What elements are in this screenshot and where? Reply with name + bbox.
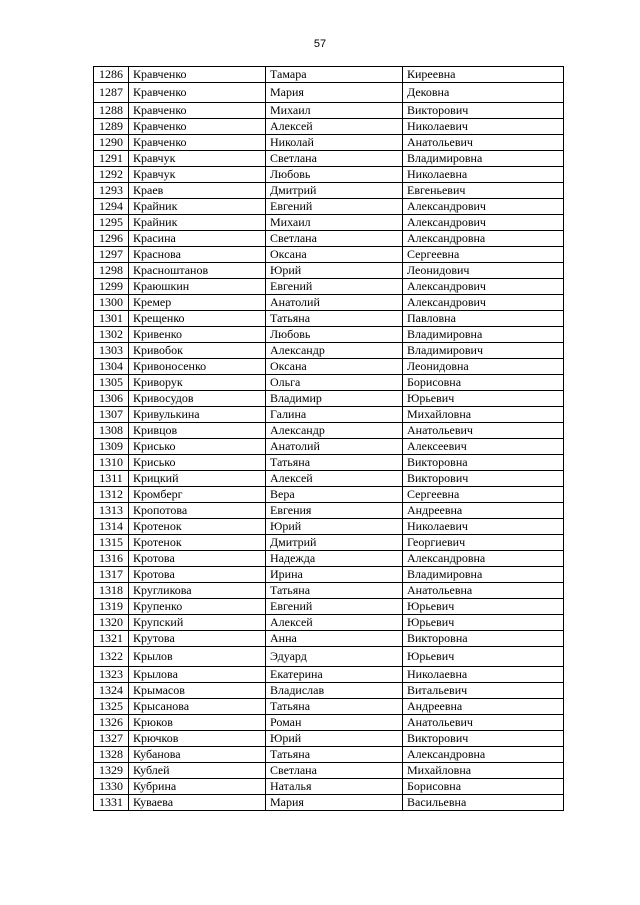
first-name-cell: Екатерина — [266, 667, 403, 683]
first-name-cell: Ольга — [266, 375, 403, 391]
first-name-cell: Михаил — [266, 103, 403, 119]
first-name-cell: Любовь — [266, 167, 403, 183]
row-number-cell: 1311 — [94, 471, 129, 487]
first-name-cell: Александр — [266, 343, 403, 359]
last-name-cell: Кравчук — [129, 167, 266, 183]
first-name-cell: Мария — [266, 83, 403, 103]
first-name-cell: Роман — [266, 715, 403, 731]
patronymic-cell: Леонидович — [403, 263, 564, 279]
first-name-cell: Светлана — [266, 231, 403, 247]
first-name-cell: Татьяна — [266, 699, 403, 715]
patronymic-cell: Витальевич — [403, 683, 564, 699]
first-name-cell: Александр — [266, 423, 403, 439]
first-name-cell: Анатолий — [266, 295, 403, 311]
patronymic-cell: Михайловна — [403, 763, 564, 779]
first-name-cell: Мария — [266, 795, 403, 811]
row-number-cell: 1321 — [94, 631, 129, 647]
last-name-cell: Кротова — [129, 567, 266, 583]
patronymic-cell: Александрович — [403, 199, 564, 215]
first-name-cell: Юрий — [266, 519, 403, 535]
row-number-cell: 1298 — [94, 263, 129, 279]
last-name-cell: Кропотова — [129, 503, 266, 519]
row-number-cell: 1295 — [94, 215, 129, 231]
row-number-cell: 1330 — [94, 779, 129, 795]
first-name-cell: Владимир — [266, 391, 403, 407]
last-name-cell: Кротова — [129, 551, 266, 567]
last-name-cell: Краснова — [129, 247, 266, 263]
table-row — [94, 295, 564, 311]
row-number-cell: 1320 — [94, 615, 129, 631]
patronymic-cell: Викторович — [403, 731, 564, 747]
row-number-cell: 1299 — [94, 279, 129, 295]
row-number-cell: 1327 — [94, 731, 129, 747]
patronymic-cell: Александровна — [403, 747, 564, 763]
patronymic-cell: Юрьевич — [403, 599, 564, 615]
table-row — [94, 715, 564, 731]
patronymic-cell: Викторовна — [403, 631, 564, 647]
patronymic-cell: Владимирович — [403, 343, 564, 359]
first-name-cell: Алексей — [266, 615, 403, 631]
patronymic-cell: Георгиевич — [403, 535, 564, 551]
table-row — [94, 199, 564, 215]
first-name-cell: Анна — [266, 631, 403, 647]
table-row — [94, 455, 564, 471]
first-name-cell: Юрий — [266, 263, 403, 279]
first-name-cell: Светлана — [266, 763, 403, 779]
patronymic-cell: Анатольевич — [403, 423, 564, 439]
table-row — [94, 683, 564, 699]
last-name-cell: Крисько — [129, 455, 266, 471]
first-name-cell: Надежда — [266, 551, 403, 567]
row-number-cell: 1329 — [94, 763, 129, 779]
row-number-cell: 1302 — [94, 327, 129, 343]
row-number-cell: 1324 — [94, 683, 129, 699]
table-row — [94, 343, 564, 359]
row-number-cell: 1313 — [94, 503, 129, 519]
table-row — [94, 779, 564, 795]
last-name-cell: Крайник — [129, 199, 266, 215]
patronymic-cell: Владимировна — [403, 327, 564, 343]
table-row — [94, 391, 564, 407]
last-name-cell: Кравченко — [129, 83, 266, 103]
row-number-cell: 1326 — [94, 715, 129, 731]
first-name-cell: Николай — [266, 135, 403, 151]
row-number-cell: 1296 — [94, 231, 129, 247]
row-number-cell: 1331 — [94, 795, 129, 811]
row-number-cell: 1309 — [94, 439, 129, 455]
last-name-cell: Кравченко — [129, 119, 266, 135]
row-number-cell: 1292 — [94, 167, 129, 183]
row-number-cell: 1325 — [94, 699, 129, 715]
last-name-cell: Кравченко — [129, 103, 266, 119]
row-number-cell: 1307 — [94, 407, 129, 423]
last-name-cell: Крисько — [129, 439, 266, 455]
names-table-body — [94, 67, 564, 811]
last-name-cell: Крайник — [129, 215, 266, 231]
first-name-cell: Татьяна — [266, 583, 403, 599]
row-number-cell: 1315 — [94, 535, 129, 551]
first-name-cell: Татьяна — [266, 747, 403, 763]
last-name-cell: Куваева — [129, 795, 266, 811]
row-number-cell: 1316 — [94, 551, 129, 567]
last-name-cell: Кругликова — [129, 583, 266, 599]
table-row — [94, 247, 564, 263]
first-name-cell: Михаил — [266, 215, 403, 231]
table-row — [94, 359, 564, 375]
patronymic-cell: Викторовна — [403, 455, 564, 471]
first-name-cell: Дмитрий — [266, 535, 403, 551]
first-name-cell: Ирина — [266, 567, 403, 583]
row-number-cell: 1306 — [94, 391, 129, 407]
last-name-cell: Кривосудов — [129, 391, 266, 407]
last-name-cell: Кубанова — [129, 747, 266, 763]
table-row — [94, 615, 564, 631]
last-name-cell: Криворук — [129, 375, 266, 391]
table-row — [94, 279, 564, 295]
patronymic-cell: Владимировна — [403, 567, 564, 583]
last-name-cell: Кротенок — [129, 519, 266, 535]
patronymic-cell: Дековна — [403, 83, 564, 103]
row-number-cell: 1288 — [94, 103, 129, 119]
first-name-cell: Юрий — [266, 731, 403, 747]
table-row — [94, 731, 564, 747]
table-row — [94, 327, 564, 343]
first-name-cell: Татьяна — [266, 311, 403, 327]
table-row — [94, 375, 564, 391]
first-name-cell: Владислав — [266, 683, 403, 699]
first-name-cell: Тамара — [266, 67, 403, 83]
first-name-cell: Галина — [266, 407, 403, 423]
last-name-cell: Кривцов — [129, 423, 266, 439]
row-number-cell: 1293 — [94, 183, 129, 199]
row-number-cell: 1318 — [94, 583, 129, 599]
patronymic-cell: Анатольевич — [403, 715, 564, 731]
last-name-cell: Крупский — [129, 615, 266, 631]
first-name-cell: Светлана — [266, 151, 403, 167]
last-name-cell: Крупенко — [129, 599, 266, 615]
last-name-cell: Кривенко — [129, 327, 266, 343]
first-name-cell: Оксана — [266, 247, 403, 263]
first-name-cell: Евгений — [266, 279, 403, 295]
table-row — [94, 167, 564, 183]
table-row — [94, 407, 564, 423]
last-name-cell: Кривоносенко — [129, 359, 266, 375]
last-name-cell: Красина — [129, 231, 266, 247]
table-row — [94, 67, 564, 83]
table-row — [94, 487, 564, 503]
patronymic-cell: Юрьевич — [403, 647, 564, 667]
table-row — [94, 119, 564, 135]
last-name-cell: Кубрина — [129, 779, 266, 795]
patronymic-cell: Сергеевна — [403, 247, 564, 263]
last-name-cell: Крюков — [129, 715, 266, 731]
last-name-cell: Краев — [129, 183, 266, 199]
row-number-cell: 1305 — [94, 375, 129, 391]
patronymic-cell: Владимировна — [403, 151, 564, 167]
row-number-cell: 1310 — [94, 455, 129, 471]
first-name-cell: Алексей — [266, 471, 403, 487]
table-row — [94, 747, 564, 763]
first-name-cell: Анатолий — [266, 439, 403, 455]
table-row — [94, 519, 564, 535]
patronymic-cell: Викторович — [403, 471, 564, 487]
patronymic-cell: Борисовна — [403, 779, 564, 795]
table-row — [94, 215, 564, 231]
row-number-cell: 1303 — [94, 343, 129, 359]
table-row — [94, 263, 564, 279]
table-row — [94, 231, 564, 247]
table-row — [94, 795, 564, 811]
patronymic-cell: Николаевна — [403, 667, 564, 683]
first-name-cell: Татьяна — [266, 455, 403, 471]
last-name-cell: Крутова — [129, 631, 266, 647]
names-table — [93, 66, 564, 811]
row-number-cell: 1322 — [94, 647, 129, 667]
page-number: 57 — [313, 38, 327, 50]
patronymic-cell: Васильевна — [403, 795, 564, 811]
first-name-cell: Любовь — [266, 327, 403, 343]
table-row — [94, 183, 564, 199]
first-name-cell: Евгений — [266, 599, 403, 615]
patronymic-cell: Анатольевна — [403, 583, 564, 599]
patronymic-cell: Павловна — [403, 311, 564, 327]
first-name-cell: Оксана — [266, 359, 403, 375]
patronymic-cell: Андреевна — [403, 503, 564, 519]
table-row — [94, 83, 564, 103]
last-name-cell: Кромберг — [129, 487, 266, 503]
table-row — [94, 699, 564, 715]
patronymic-cell: Леонидовна — [403, 359, 564, 375]
table-row — [94, 535, 564, 551]
patronymic-cell: Александрович — [403, 215, 564, 231]
patronymic-cell: Александрович — [403, 279, 564, 295]
table-row — [94, 647, 564, 667]
first-name-cell: Дмитрий — [266, 183, 403, 199]
patronymic-cell: Юрьевич — [403, 391, 564, 407]
last-name-cell: Кротенок — [129, 535, 266, 551]
patronymic-cell: Анатольевич — [403, 135, 564, 151]
first-name-cell: Вера — [266, 487, 403, 503]
patronymic-cell: Юрьевич — [403, 615, 564, 631]
patronymic-cell: Николаевич — [403, 119, 564, 135]
last-name-cell: Крицкий — [129, 471, 266, 487]
last-name-cell: Красноштанов — [129, 263, 266, 279]
last-name-cell: Крысанова — [129, 699, 266, 715]
patronymic-cell: Михайловна — [403, 407, 564, 423]
table-row — [94, 599, 564, 615]
table-row — [94, 151, 564, 167]
table-row — [94, 567, 564, 583]
last-name-cell: Крючков — [129, 731, 266, 747]
last-name-cell: Кривулькина — [129, 407, 266, 423]
table-row — [94, 631, 564, 647]
patronymic-cell: Николаевна — [403, 167, 564, 183]
last-name-cell: Крылова — [129, 667, 266, 683]
patronymic-cell: Александровна — [403, 551, 564, 567]
last-name-cell: Кравченко — [129, 67, 266, 83]
table-row — [94, 667, 564, 683]
table-row — [94, 423, 564, 439]
table-row — [94, 471, 564, 487]
patronymic-cell: Борисовна — [403, 375, 564, 391]
first-name-cell: Наталья — [266, 779, 403, 795]
last-name-cell: Кравченко — [129, 135, 266, 151]
row-number-cell: 1328 — [94, 747, 129, 763]
last-name-cell: Крылов — [129, 647, 266, 667]
patronymic-cell: Александровна — [403, 231, 564, 247]
first-name-cell: Евгения — [266, 503, 403, 519]
table-row — [94, 135, 564, 151]
patronymic-cell: Сергеевна — [403, 487, 564, 503]
row-number-cell: 1294 — [94, 199, 129, 215]
last-name-cell: Кравчук — [129, 151, 266, 167]
table-row — [94, 551, 564, 567]
last-name-cell: Крымасов — [129, 683, 266, 699]
patronymic-cell: Викторович — [403, 103, 564, 119]
row-number-cell: 1290 — [94, 135, 129, 151]
row-number-cell: 1289 — [94, 119, 129, 135]
patronymic-cell: Андреевна — [403, 699, 564, 715]
patronymic-cell: Николаевич — [403, 519, 564, 535]
patronymic-cell: Евгеньевич — [403, 183, 564, 199]
table-row — [94, 103, 564, 119]
table-row — [94, 583, 564, 599]
table-row — [94, 763, 564, 779]
row-number-cell: 1314 — [94, 519, 129, 535]
row-number-cell: 1308 — [94, 423, 129, 439]
row-number-cell: 1286 — [94, 67, 129, 83]
last-name-cell: Кублей — [129, 763, 266, 779]
row-number-cell: 1312 — [94, 487, 129, 503]
first-name-cell: Евгений — [266, 199, 403, 215]
row-number-cell: 1291 — [94, 151, 129, 167]
patronymic-cell: Киреевна — [403, 67, 564, 83]
first-name-cell: Эдуард — [266, 647, 403, 667]
row-number-cell: 1304 — [94, 359, 129, 375]
table-row — [94, 503, 564, 519]
row-number-cell: 1297 — [94, 247, 129, 263]
last-name-cell: Крещенко — [129, 311, 266, 327]
first-name-cell: Алексей — [266, 119, 403, 135]
patronymic-cell: Александрович — [403, 295, 564, 311]
patronymic-cell: Алексеевич — [403, 439, 564, 455]
last-name-cell: Краюшкин — [129, 279, 266, 295]
row-number-cell: 1319 — [94, 599, 129, 615]
row-number-cell: 1301 — [94, 311, 129, 327]
last-name-cell: Кривобок — [129, 343, 266, 359]
row-number-cell: 1287 — [94, 83, 129, 103]
row-number-cell: 1317 — [94, 567, 129, 583]
row-number-cell: 1323 — [94, 667, 129, 683]
table-row — [94, 439, 564, 455]
row-number-cell: 1300 — [94, 295, 129, 311]
last-name-cell: Кремер — [129, 295, 266, 311]
table-row — [94, 311, 564, 327]
